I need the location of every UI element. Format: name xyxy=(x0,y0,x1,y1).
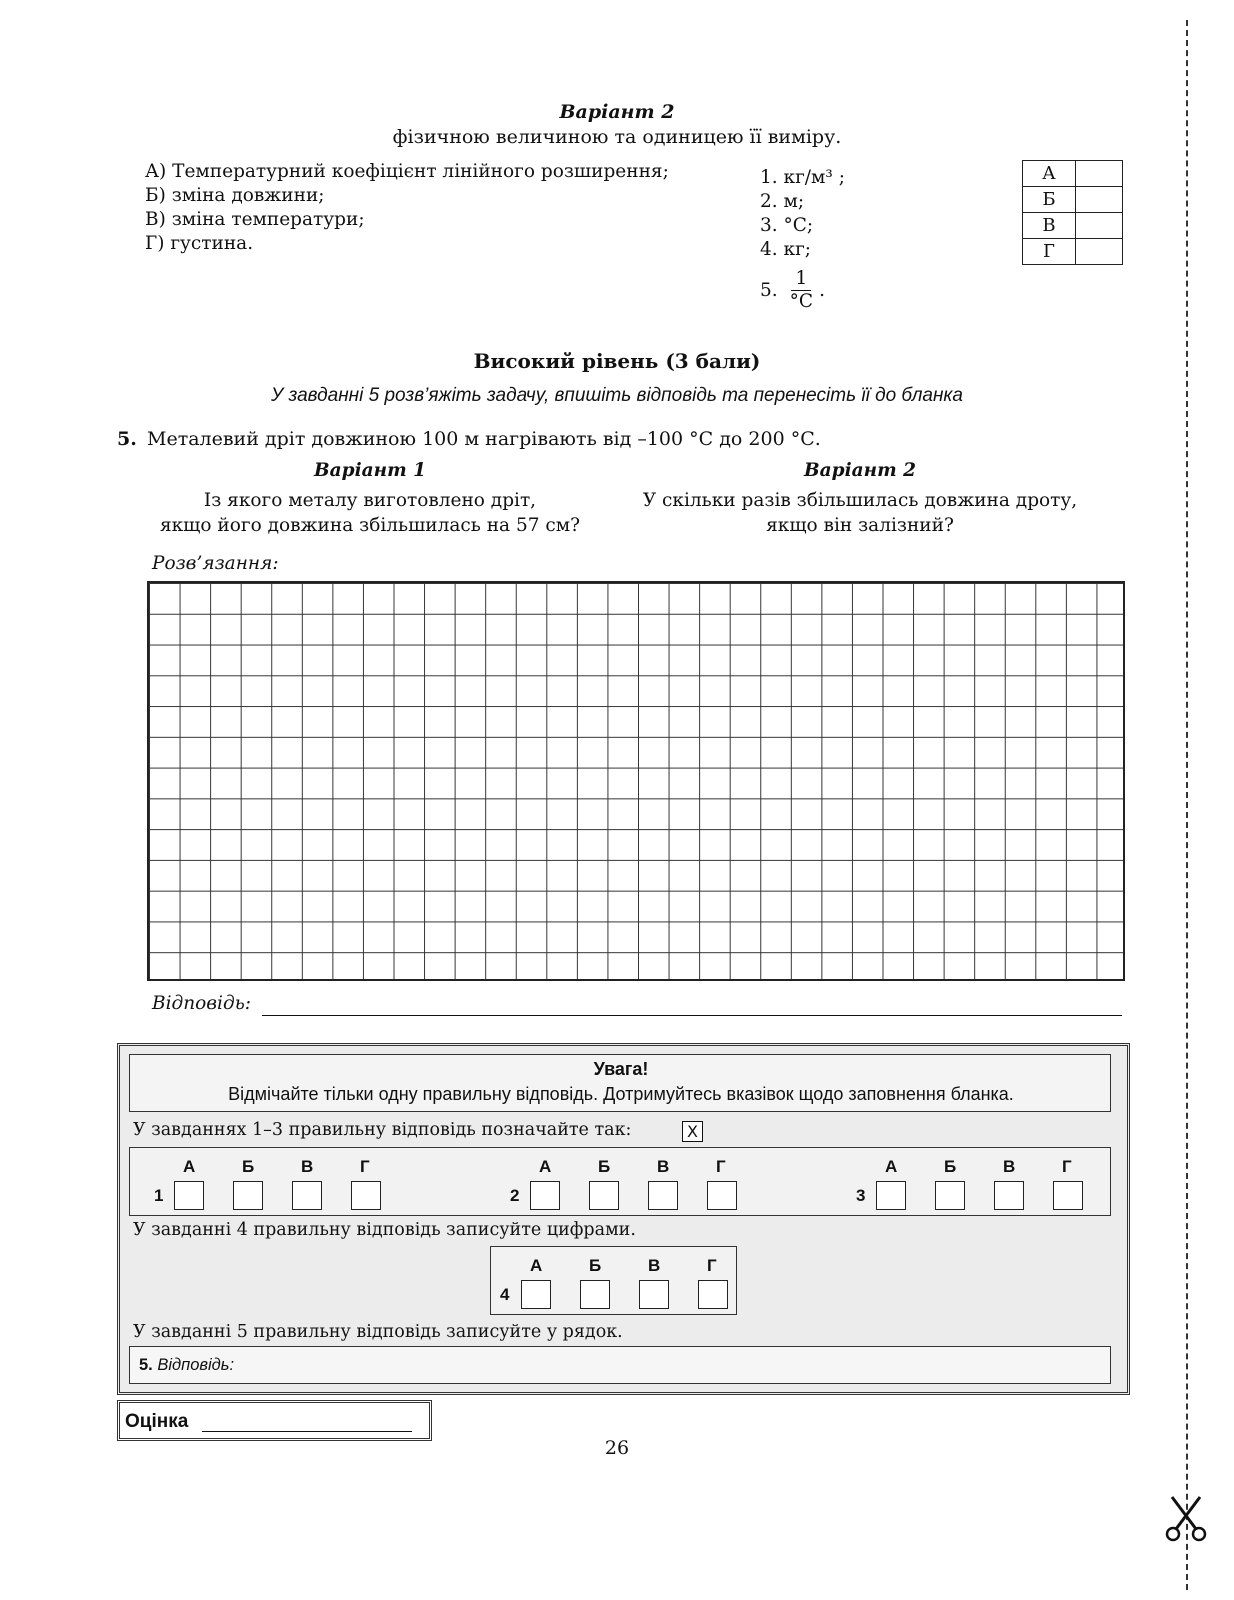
task5-answer-field[interactable] xyxy=(129,1346,1111,1384)
instruction-text: фізичною величиною та одиницею її виміру. xyxy=(392,126,842,148)
option-letter: В xyxy=(648,1256,661,1275)
match-table xyxy=(1022,160,1123,265)
option-letter: А xyxy=(530,1256,543,1275)
variant1-question xyxy=(130,488,610,538)
answer-checkbox[interactable] xyxy=(935,1181,965,1210)
task5-answer-prefix xyxy=(139,1356,234,1375)
variant2-title: Варіант 2 xyxy=(804,460,916,481)
answer-checkbox[interactable] xyxy=(530,1181,560,1210)
option-letter: Б xyxy=(242,1157,255,1176)
option-letter: В xyxy=(301,1157,314,1176)
page-number: 26 xyxy=(604,1437,630,1459)
fraction-numerator: 1 xyxy=(791,268,811,291)
unit-4: 4. кг; xyxy=(760,239,812,260)
match-answer-cell[interactable] xyxy=(1076,161,1123,187)
unit-5-fraction xyxy=(790,268,813,313)
answer-checkbox[interactable] xyxy=(174,1181,204,1210)
high-level-subtitle: У завданні 5 розв’яжіть задачу, впишіть відповідь та перенесіть її до бланка xyxy=(271,385,963,406)
tasks13-answer-row xyxy=(129,1147,1111,1216)
answer-checkbox[interactable] xyxy=(648,1181,678,1210)
task5-text: Металевий дріт довжиною 100 м нагрівають від –100 °С до 200 °С. xyxy=(147,428,821,450)
quantity-b: Б) зміна довжини; xyxy=(145,185,325,206)
match-answer-cell[interactable] xyxy=(1076,213,1123,239)
task5-number: 5. xyxy=(117,428,137,450)
option-letter: Б xyxy=(589,1256,602,1275)
unit-5-prefix: 5. xyxy=(760,280,778,301)
variant1-line1: Із якого металу виготовлено дріт, xyxy=(203,490,537,511)
solution-grid[interactable] xyxy=(147,581,1125,981)
variant2-question xyxy=(620,488,1100,538)
answer-digit-box[interactable] xyxy=(580,1280,610,1309)
quantities-list xyxy=(145,160,669,256)
cut-line xyxy=(1186,20,1188,1590)
answer-sheet-box xyxy=(117,1043,1130,1395)
option-letter: А xyxy=(539,1157,552,1176)
answer-digit-box[interactable] xyxy=(639,1280,669,1309)
variant1-line2: якщо його довжина збільшилась на 57 см? xyxy=(159,515,581,536)
high-level-title: Високий рівень (3 бали) xyxy=(473,349,761,373)
grade-label: Оцінка xyxy=(125,1411,189,1432)
mark-example-box: X xyxy=(682,1121,703,1142)
grade-line[interactable] xyxy=(202,1431,412,1432)
attention-notice xyxy=(129,1054,1111,1112)
quantity-c: В) зміна температури; xyxy=(145,209,365,230)
task4-row-number: 4 xyxy=(500,1285,510,1304)
grade-box xyxy=(117,1400,432,1441)
task4-label: У завданні 4 правильну відповідь записуйте цифрами. xyxy=(133,1220,636,1240)
answer-digit-box[interactable] xyxy=(698,1280,728,1309)
scissors-icon xyxy=(1164,1495,1208,1543)
option-letter: Г xyxy=(1062,1157,1072,1176)
answer-checkbox[interactable] xyxy=(351,1181,381,1210)
answer-label: Відповідь: xyxy=(152,993,252,1014)
variant1-title: Варіант 1 xyxy=(314,460,426,481)
match-label-b: Б xyxy=(1023,187,1076,213)
answer-checkbox[interactable] xyxy=(994,1181,1024,1210)
answer-checkbox[interactable] xyxy=(876,1181,906,1210)
option-letter: А xyxy=(885,1157,898,1176)
units-list xyxy=(760,166,845,262)
option-letter: Б xyxy=(944,1157,957,1176)
match-label-a: А xyxy=(1023,161,1076,187)
task5-answer-label: Відповідь: xyxy=(157,1356,235,1374)
quantity-a: А) Температурний коефіцієнт лінійного розширення; xyxy=(145,161,669,182)
variant2-line1: У скільки разів збільшилась довжина дроту, xyxy=(642,490,1078,511)
match-answer-cell[interactable] xyxy=(1076,187,1123,213)
attention-text: Відмічайте тільки одну правильну відповідь. Дотримуйтесь вказівок щодо заповнення бланка. xyxy=(228,1084,1014,1104)
solution-label: Розв’язання: xyxy=(152,553,279,574)
match-answer-cell[interactable] xyxy=(1076,239,1123,265)
option-letter: А xyxy=(183,1157,196,1176)
unit-5 xyxy=(760,268,825,313)
task5-sheet-label: У завданні 5 правильну відповідь записуйте у рядок. xyxy=(133,1322,623,1342)
attention-title: Увага! xyxy=(593,1059,649,1079)
match-label-c: В xyxy=(1023,213,1076,239)
task4-answer-row xyxy=(490,1246,737,1315)
unit-5-suffix: . xyxy=(819,280,825,301)
option-letter: В xyxy=(657,1157,670,1176)
task-row-number: 3 xyxy=(856,1186,866,1205)
unit-2: 2. м; xyxy=(760,191,805,212)
fraction-denominator: °С xyxy=(789,291,814,312)
answer-checkbox[interactable] xyxy=(292,1181,322,1210)
variant2-line2: якщо він залізний? xyxy=(766,515,954,536)
task-row-number: 1 xyxy=(154,1186,164,1205)
quantity-d: Г) густина. xyxy=(145,233,254,254)
variant-heading: Варіант 2 xyxy=(559,101,675,123)
answer-digit-box[interactable] xyxy=(521,1280,551,1309)
option-letter: В xyxy=(1003,1157,1016,1176)
answer-checkbox[interactable] xyxy=(707,1181,737,1210)
task5-answer-number: 5. xyxy=(139,1356,153,1374)
answer-checkbox[interactable] xyxy=(589,1181,619,1210)
answer-line[interactable] xyxy=(262,1015,1122,1016)
unit-3: 3. °С; xyxy=(760,215,814,236)
unit-1: 1. кг/м³ ; xyxy=(760,167,845,188)
option-letter: Г xyxy=(707,1256,717,1275)
option-letter: Г xyxy=(360,1157,370,1176)
option-letter: Г xyxy=(716,1157,726,1176)
option-letter: Б xyxy=(598,1157,611,1176)
match-label-d: Г xyxy=(1023,239,1076,265)
task-row-number: 2 xyxy=(510,1186,520,1205)
answer-checkbox[interactable] xyxy=(1053,1181,1083,1210)
tasks13-label: У завданнях 1–3 правильну відповідь позначайте так: xyxy=(133,1120,632,1140)
answer-checkbox[interactable] xyxy=(233,1181,263,1210)
